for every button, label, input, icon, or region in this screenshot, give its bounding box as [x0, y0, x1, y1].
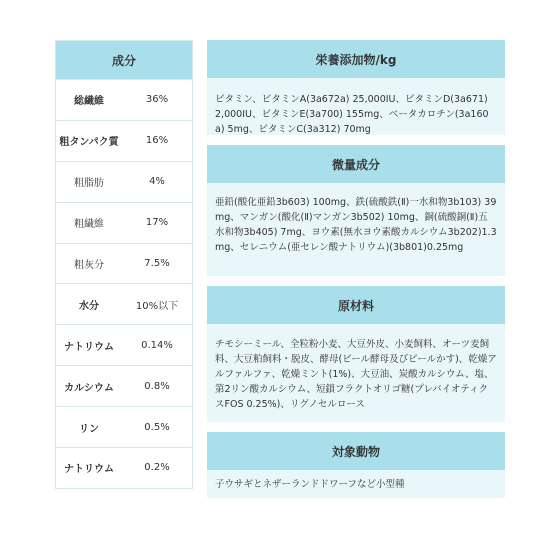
table-row	[56, 283, 192, 324]
row-name: 総繊維	[74, 96, 104, 108]
row-value: 10%以下	[135, 300, 179, 312]
row-name: ナトリウム	[64, 341, 114, 353]
row-value: 17%	[145, 217, 169, 229]
row-name: 粗灰分	[74, 260, 104, 271]
ingredients-table-rows	[56, 79, 192, 488]
info-panel	[207, 40, 505, 498]
row-value: 0.14%	[141, 339, 173, 351]
raw-materials-body: チモシーミール、全粒粉小麦、大豆外皮、小麦飼料、オーツ麦飼料、大豆粕飼料・脱皮、酵母(ビール酵母及びビールかす)、乾燥アルファルファ、乾燥ミント(1%)、大豆油、炭酸カルシウム、塩、第2リン酸カルシウム、短鎖フラクトオリゴ糖(プレバイオティクスFOS 0.25%)、リグノセルロース	[207, 324, 505, 422]
table-row	[56, 79, 192, 120]
ingredients-table	[55, 40, 193, 489]
table-row	[56, 243, 192, 284]
row-value: 36%	[145, 94, 169, 106]
nutrition-header: 栄養添加物/kg	[207, 40, 505, 78]
target-animal-header: 対象動物	[207, 432, 505, 470]
row-value: 7.5%	[144, 258, 170, 269]
row-name: リン	[79, 423, 99, 435]
table-row	[56, 120, 192, 161]
row-value: 4%	[149, 176, 165, 188]
raw-materials-header: 原材料	[207, 286, 505, 324]
row-value: 0.2%	[144, 462, 170, 474]
row-value: 0.5%	[144, 421, 170, 433]
table-row	[56, 202, 192, 243]
table-row	[56, 324, 192, 365]
trace-body: 亜鉛(酸化亜鉛3b603) 100mg、鉄(硫酸鉄(Ⅱ)一水和物3b103) 39mg、マンガン(酸化(Ⅱ)マンガン3b502) 10mg、銅(硫酸銅(Ⅱ)五水和物3b405) 7mg、ヨウ素(無水ヨウ素酸カルシウム3b202)1.3mg、セレニウム(亜セレン酸ナトリウム)(3b801)0.25mg	[207, 183, 505, 276]
table-row	[56, 406, 192, 447]
row-name: 粗繊維	[74, 219, 104, 231]
row-value: 0.8%	[144, 380, 170, 392]
target-animal-body: 子ウサギとネザーランドドワーフなど小型種	[207, 470, 505, 498]
trace-header: 微量成分	[207, 145, 505, 183]
table-row	[56, 365, 192, 406]
table-row	[56, 447, 192, 488]
row-name: 水分	[79, 300, 99, 312]
ingredients-table-header: 成分	[56, 41, 192, 79]
nutrition-body: ビタミン、ビタミンA(3a672a) 25,000IU、ビタミンD(3a671) 2,000IU、ビタミンE(3a700) 155mg、ベータカロチン(3a160a) 5mg、ビタミンC(3a312) 70mg	[207, 78, 505, 135]
row-value: 16%	[145, 135, 169, 147]
row-name: ナトリウム	[64, 464, 114, 476]
table-row	[56, 161, 192, 202]
row-name: 粗脂肪	[74, 178, 104, 190]
row-name: 粗タンパク質	[59, 137, 119, 149]
row-name: カルシウム	[64, 382, 114, 394]
